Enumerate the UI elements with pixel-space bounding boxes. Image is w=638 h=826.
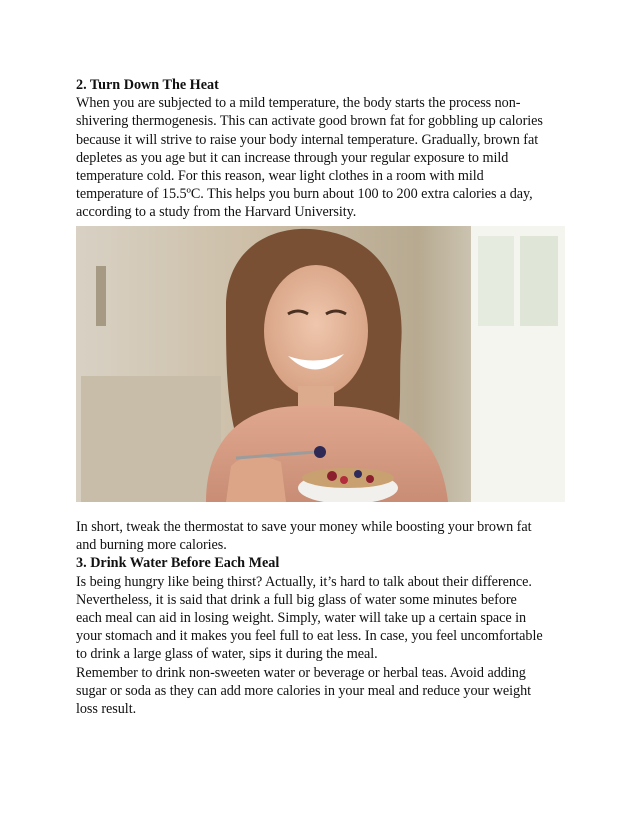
paragraph-line: because it will strive to raise your body internal temperature. Gradually, brown fat	[76, 131, 539, 148]
paragraph-line: loss result.	[76, 701, 137, 718]
paragraph-line: each meal can aid in losing weight. Simply, water will take up a certain space in	[76, 610, 527, 627]
paragraph-line: In short, tweak the thermostat to save your money while boosting your brown fat	[76, 519, 532, 535]
paragraph-line: to drink a large glass of water, sips it during the meal.	[76, 646, 378, 663]
paragraph-line: Nevertheless, it is said that drink a full big glass of water some minutes before	[76, 591, 517, 608]
paragraph-line: and burning more calories.	[76, 537, 227, 554]
paragraph-line: temperature cold. For this reason, wear light clothes in a room with mild	[76, 168, 484, 185]
paragraph-line: Remember to drink non-sweeten water or beverage or herbal teas. Avoid adding	[76, 664, 526, 681]
woman-eating-cereal-photo	[76, 226, 565, 502]
paragraph-line: Is being hungry like being thirst? Actually, it’s hard to talk about their difference.	[76, 573, 532, 590]
section-heading: 2. Turn Down The Heat	[76, 77, 219, 93]
paragraph-line: When you are subjected to a mild temperature, the body starts the process non-	[76, 95, 521, 112]
paragraph-line: according to a study from the Harvard University.	[76, 204, 357, 221]
paragraph-line: sugar or soda as they can add more calories in your meal and reduce your weight	[76, 682, 532, 699]
paragraph-line: your stomach and it makes you feel full to eat less. In case, you feel uncomfortable	[76, 628, 543, 645]
paragraph-line: shivering thermogenesis. This can activate good brown fat for gobbling up calories	[76, 113, 543, 130]
photo-illustration	[76, 226, 565, 502]
paragraph-line: depletes as you age but it can increase through your regular exposure to mild	[76, 149, 509, 166]
section-heading: 3. Drink Water Before Each Meal	[76, 555, 280, 572]
section-turn-down-heat	[76, 76, 566, 222]
paragraph-line: temperature of 15.5ºC. This helps you burn about 100 to 200 extra calories a day,	[76, 186, 533, 203]
section-drink-water	[76, 518, 566, 718]
